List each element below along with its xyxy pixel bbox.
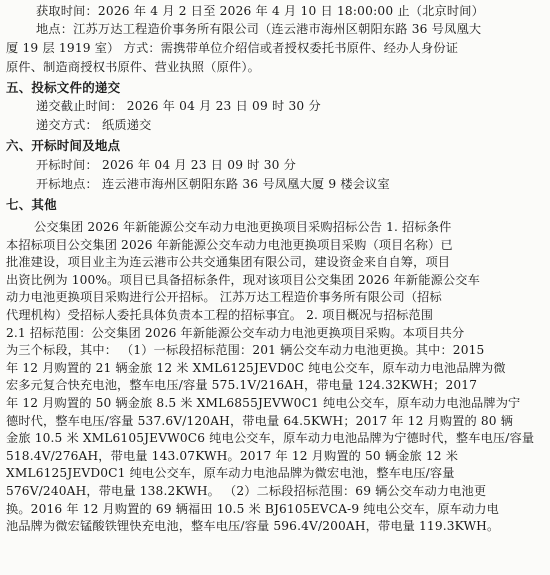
submission-deadline: 递交截止时间： 2026 年 04 月 23 日 09 时 30 分 [36, 99, 321, 113]
opening-place: 开标地点： 连云港市海州区朝阳东路 36 号凤凰大厦 9 楼会议室 [36, 177, 390, 191]
acquire-method-line: 厦 19 层 1919 室） 方式：需携带单位介绍信或者授权委托书原件、经办人身份证 [6, 41, 459, 55]
acquire-documents-line: 原件、制造商授权书原件、营业执照（原件）。 [6, 60, 261, 74]
paragraph-line: 年 12 月购置的 50 辆金旅 8.5 米 XML6855JEVW0C1 纯电公交车，原车动力电池品牌为宁 [6, 395, 521, 410]
paragraph-line: 动力电池更换项目采购进行公开招标。 江苏万达工程造价事务所有限公司（招标 [6, 290, 442, 305]
opening-time: 开标时间： 2026 年 04 月 23 日 09 时 30 分 [36, 158, 297, 172]
paragraph-line: 宏多元复合快充电池，整车电压/容量 575.1V/216AH，带电量 124.32KWH；2017 [6, 378, 478, 393]
paragraph-line: 出资比例为 100%。项目已具备招标条件，现对该项目公交集团 2026 年新能源公交车 [6, 272, 480, 287]
paragraph-line: 批准建设，项目业主为连云港市公共交通集团有限公司，建设资金来自自筹，项目 [6, 255, 451, 270]
section-5-heading: 五、投标文件的递交 [6, 80, 121, 95]
paragraph-line: 年 12 月购置的 21 辆金旅 12 米 XML6125JEVD0C 纯电公交车，原车动力电池品牌为微 [6, 360, 506, 375]
submission-method: 递交方式： 纸质递交 [36, 118, 152, 132]
paragraph-line: 池品牌为微宏锰酸铁锂快充电池，整车电压/容量 596.4V/200AH，带电量 119.3KWH。 [6, 519, 500, 534]
acquire-time-line: 获取时间：2026 年 4 月 2 日至 2026 年 4 月 10 日 18:00:00 止（北京时间） [36, 4, 485, 18]
section-6-heading: 六、开标时间及地点 [6, 138, 121, 153]
paragraph-line: 金旅 10.5 米 XML6105JEVW0C6 纯电公交车，原车动力电池品牌为宁德时代，整车电压/容量 [6, 431, 535, 446]
paragraph-line: 本招标项目公交集团 2026 年新能源公交车动力电池更换项目采购（项目名称）已 [6, 237, 453, 252]
acquire-place-line: 地点：江苏万达工程造价事务所有限公司（连云港市海州区朝阳东路 36 号凤凰大 [36, 22, 482, 36]
paragraph-line: 代理机构）受招标人委托具体负责本工程的招标事宜。 2. 项目概况与招标范围 [6, 307, 434, 322]
paragraph-line: 公交集团 2026 年新能源公交车动力电池更换项目采购招标公告 1. 招标条件 [34, 220, 452, 234]
paragraph-line: 德时代，整车电压/容量 537.6V/120AH，带电量 64.5KWH；2017 年 12 月购置的 80 辆 [6, 413, 514, 428]
paragraph-line: 2.1 招标范围：公交集团 2026 年新能源公交车动力电池更换项目采购。本项目共分 [6, 325, 465, 340]
paragraph-line: XML6125JEVD0C1 纯电公交车，原车动力电池品牌为微宏电池，整车电压/容量 [6, 466, 455, 481]
paragraph-line: 518.4V/276AH，带电量 143.07KWH。2017 年 12 月购置的 50 辆金旅 12 米 [6, 448, 459, 463]
paragraph-line: 576V/240AH，带电量 138.2KWH。 （2）二标段招标范围：69 辆公交车动力电池更 [6, 483, 487, 498]
section-7-paragraph [6, 219, 546, 536]
section-7-heading: 七、其他 [6, 197, 57, 212]
paragraph-line: 换。2016 年 12 月购置的 69 辆福田 10.5 米 BJ6105EVCA-9 纯电公交车，原车动力电 [6, 501, 499, 516]
paragraph-line: 为三个标段，其中： （1）一标段招标范围：201 辆公交车动力电池更换。其中：2015 [6, 343, 485, 358]
